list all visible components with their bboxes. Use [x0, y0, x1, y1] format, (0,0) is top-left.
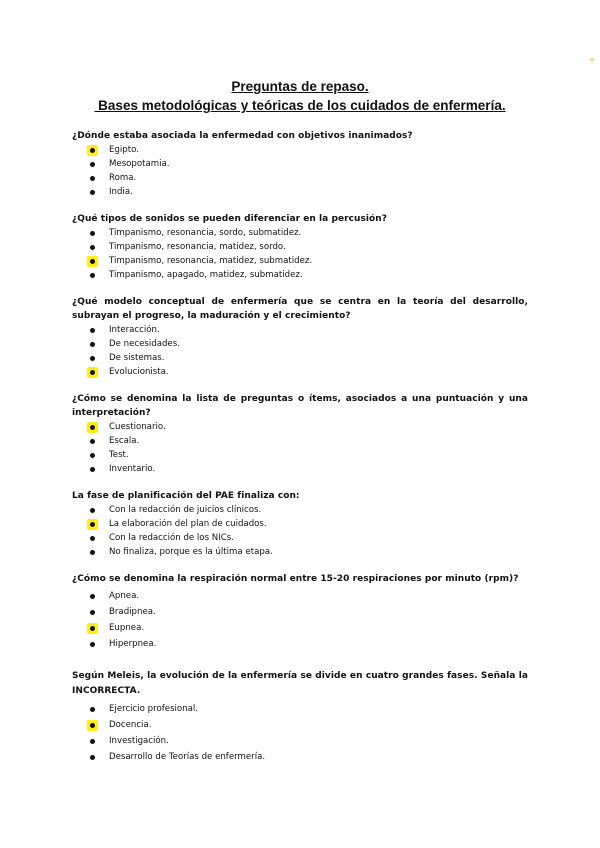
option-item	[72, 185, 528, 199]
question-3	[72, 295, 528, 379]
bullet-icon	[90, 536, 95, 541]
option-text: La elaboración del plan de cuidados.	[109, 519, 267, 529]
question-4	[72, 392, 528, 476]
bullet-icon	[90, 707, 95, 712]
question-text: ¿Cómo se denomina la lista de preguntas o ítems, asociados a una puntuación y una interpretación?	[72, 394, 528, 418]
bullet-icon	[90, 425, 95, 430]
option-item	[72, 351, 528, 365]
option-item	[72, 503, 528, 517]
option-text: Egipto.	[109, 145, 139, 155]
option-text: Eupnea.	[109, 623, 145, 633]
option-text: Cuestionario.	[109, 422, 166, 432]
question-2	[72, 212, 528, 282]
option-text: Mesopotamia.	[109, 159, 170, 169]
option-item	[72, 171, 528, 185]
option-text: Inventario.	[109, 464, 156, 474]
option-item	[72, 434, 528, 448]
question-1	[72, 129, 528, 199]
bullet-icon	[90, 755, 95, 760]
bullet-icon	[90, 176, 95, 181]
bullet-icon	[90, 190, 95, 195]
bullet-icon	[90, 439, 95, 444]
option-text: Bradipnea.	[109, 607, 156, 617]
option-text: De necesidades.	[109, 339, 180, 349]
option-item	[72, 254, 528, 268]
bullet-icon	[90, 467, 95, 472]
option-text: Timpanismo, resonancia, matidez, submatidez.	[109, 256, 313, 266]
bullet-icon	[90, 356, 95, 361]
options-list	[72, 701, 528, 765]
option-text: Interacción.	[109, 325, 160, 335]
question-5	[72, 489, 528, 559]
bullet-icon	[90, 162, 95, 167]
question-6	[72, 572, 528, 652]
question-text: ¿Cómo se denomina la respiración normal entre 15-20 respiraciones por minuto (rpm)?	[72, 574, 519, 584]
option-item	[72, 588, 528, 604]
question-text: ¿Qué tipos de sonidos se pueden diferenciar en la percusión?	[72, 214, 387, 224]
option-item	[72, 143, 528, 157]
option-item	[72, 323, 528, 337]
option-item	[72, 517, 528, 531]
page-title: Preguntas de repaso.	[231, 79, 369, 94]
bullet-icon	[90, 273, 95, 278]
option-text: Apnea.	[109, 591, 140, 601]
option-text: Con la redacción de los NICs.	[109, 533, 234, 543]
question-text: Según Meleis, la evolución de la enfermería se divide en cuatro grandes fases. Señala la INCORRECTA.	[72, 671, 528, 696]
option-text: Timpanismo, resonancia, matidez, sordo.	[109, 242, 286, 252]
options-list	[72, 588, 528, 652]
option-text: Desarrollo de Teorías de enfermería.	[109, 752, 266, 762]
title-block	[0, 77, 600, 115]
bullet-icon	[90, 328, 95, 333]
option-text: Timpanismo, apagado, matidez, submatidez.	[109, 270, 303, 280]
option-text: Evolucionista.	[109, 367, 169, 377]
option-text: Test.	[109, 450, 129, 460]
bullet-icon	[90, 522, 95, 527]
option-item	[72, 226, 528, 240]
option-item	[72, 733, 528, 749]
option-text: India.	[109, 187, 133, 197]
option-item	[72, 620, 528, 636]
option-text: Timpanismo, resonancia, sordo, submatidez.	[109, 228, 302, 238]
option-text: Ejercicio profesional.	[109, 704, 198, 714]
options-list	[72, 323, 528, 379]
option-item	[72, 604, 528, 620]
option-text: De sistemas.	[109, 353, 165, 363]
bullet-icon	[90, 550, 95, 555]
option-item	[72, 157, 528, 171]
option-item	[72, 545, 528, 559]
option-item	[72, 448, 528, 462]
option-text: Docencia.	[109, 720, 152, 730]
question-text: ¿Dónde estaba asociada la enfermedad con objetivos inanimados?	[72, 131, 413, 141]
question-7	[72, 669, 528, 765]
bullet-icon	[90, 508, 95, 513]
bullet-icon	[90, 370, 95, 375]
option-text: Con la redacción de juicios clínicos.	[109, 505, 262, 515]
options-list	[72, 420, 528, 476]
bullet-icon	[90, 723, 95, 728]
options-list	[72, 143, 528, 199]
option-item	[72, 531, 528, 545]
option-item	[72, 268, 528, 282]
option-item	[72, 749, 528, 765]
question-text: La fase de planificación del PAE finaliza con:	[72, 491, 300, 501]
options-list	[72, 503, 528, 559]
option-text: Roma.	[109, 173, 137, 183]
bullet-icon	[90, 245, 95, 250]
highlight-mark	[590, 58, 594, 61]
bullet-icon	[90, 610, 95, 615]
bullet-icon	[90, 594, 95, 599]
question-text: ¿Qué modelo conceptual de enfermería que se centra en la teoría del desarrollo, subrayan el progreso, la maduración y el crecimiento?	[72, 297, 528, 321]
option-item	[72, 701, 528, 717]
option-item	[72, 365, 528, 379]
option-item	[72, 337, 528, 351]
option-item	[72, 462, 528, 476]
bullet-icon	[90, 626, 95, 631]
bullet-icon	[90, 148, 95, 153]
option-item	[72, 240, 528, 254]
option-text: No finaliza, porque es la última etapa.	[109, 547, 273, 557]
bullet-icon	[90, 231, 95, 236]
bullet-icon	[90, 453, 95, 458]
option-item	[72, 717, 528, 733]
bullet-icon	[90, 739, 95, 744]
option-item	[72, 420, 528, 434]
bullet-icon	[90, 642, 95, 647]
option-item	[72, 636, 528, 652]
options-list	[72, 226, 528, 282]
bullet-icon	[90, 342, 95, 347]
page-subtitle: Bases metodológicas y teóricas de los cuidados de enfermería.	[94, 98, 506, 113]
questions-list	[72, 129, 528, 778]
option-text: Investigación.	[109, 736, 169, 746]
option-text: Hiperpnea.	[109, 639, 157, 649]
bullet-icon	[90, 259, 95, 264]
option-text: Escala.	[109, 436, 140, 446]
